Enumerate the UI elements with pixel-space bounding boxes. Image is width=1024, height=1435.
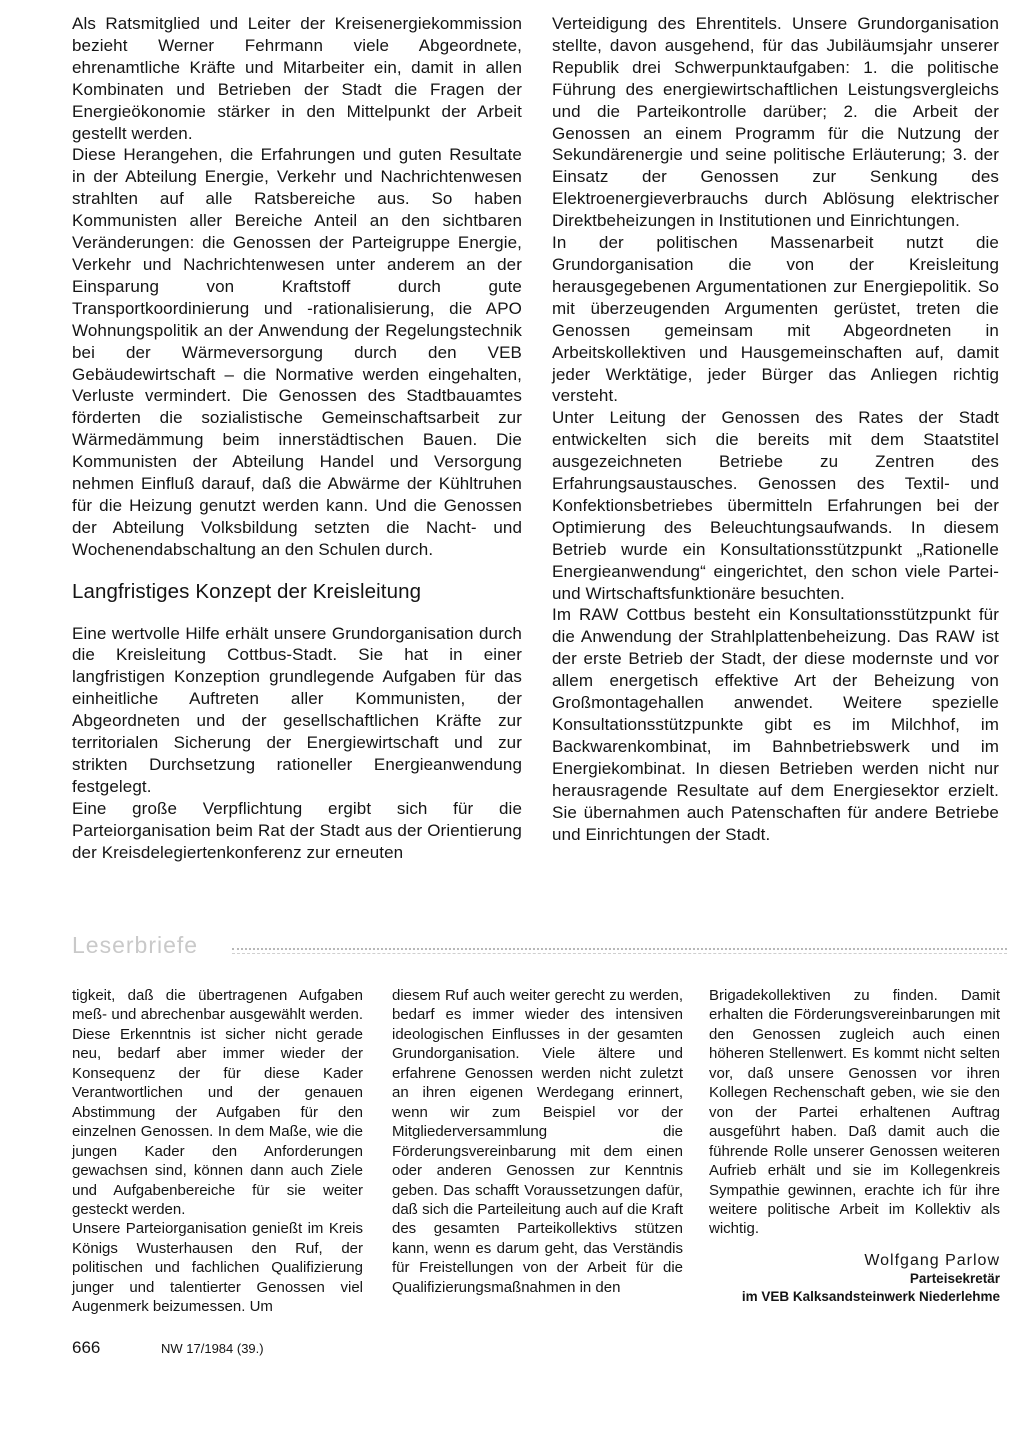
paragraph: diesem Ruf auch weiter gerecht zu werden, bedarf es immer wieder des intensiven ideologischen Einflusses in der gesamten Grundorganisation. Viele ältere und erfahrene Genossen werden nicht zuletzt an ihren eigenen Werdegang erinnert, wenn wir zum Beispiel vor der Mitgliederversammlung die Förderungsvereinbarung mit dem einen oder anderen Genossen zur Kenntnis geben. Das schafft Voraussetzungen dafür, daß sich die Parteileitung auch auf die Kraft des gesamten Parteikollektivs stützen kann, wenn es darum geht, das Verständis für Freistellungen von der Arbeit für die Qualifizierungsmaßnahmen in den — [392, 987, 683, 1296]
section-divider — [232, 948, 1007, 954]
signature-block — [709, 1251, 1000, 1306]
paragraph: Unsere Parteiorganisation genießt im Kreis Königs Wusterhausen den Ruf, der politischen und fachlichen Qualifizierung junger und talentierter Genossen viel Augenmerk beizumessen. Um — [72, 1220, 363, 1316]
paragraph: Verteidigung des Ehrentitels. Unsere Grundorganisation stellte, davon ausgehend, für das Jubiläumsjahr unserer Republik drei Schwerpunktaufgaben: 1. die politische Führung des energiewirtschaftlichen Leistungsvergleichs und die Parteikontrolle darüber; 2. die Arbeit der Genossen an einem Programm für die Nutzung der Sekundärenergie und seine politische Erläuterung; 3. der Einsatz der Genossen zur Senkung des Elektroenergieverbrauchs durch Ablösung elektrischer Direktbeheizungen in Institutionen und Einrichtungen. — [552, 14, 999, 231]
lower-column-3 — [709, 986, 1000, 1306]
author-role: Parteisekretär — [909, 1271, 1000, 1287]
author-affiliation: im VEB Kalksandsteinwerk Niederlehme — [741, 1289, 1000, 1305]
paragraph: Als Ratsmitglied und Leiter der Kreisenergiekommission bezieht Werner Fehrmann viele Abgeordnete, ehrenamtliche Kräfte und Mitarbeiter ein, damit in allen Kombinaten und Betrieben der Stadt die Fragen der Energieökonomie stärker in den Mittelpunkt der Arbeit gestellt werden. — [72, 14, 522, 143]
paragraph: tigkeit, daß die übertragenen Aufgaben meß- und abrechenbar ausgewählt werden. Diese Erkenntnis ist sicher nicht gerade neu, bedarf aber immer wieder der Konsequenz der für diese Kader Verantwortlichen und der genauen Abstimmung der Aufgaben für den einzelnen Genossen. In dem Maße, wie die jungen Kader den Anforderungen gewachsen sind, können dann auch Ziele und Aufgabenbereiche für sie weiter gesteckt werden. — [72, 987, 363, 1218]
paragraph: Eine wertvolle Hilfe erhält unsere Grundorganisation durch die Kreisleitung Cottbus-Stadt. Sie hat in einer langfristigen Konzeption grundlegende Aufgaben für das einheitliche Auftreten aller Kommunisten, der Abgeordneten und der gesellschaftlichen Kräfte zur territorialen Sicherung der Energiewirtschaft und zur strikten Durchsetzung rationeller Energieanwendung festgelegt. — [72, 623, 522, 796]
lower-column-1 — [72, 986, 363, 1317]
section-label-text: Leserbriefe — [72, 932, 199, 958]
upper-left-column — [72, 13, 522, 864]
paragraph: In der politischen Massenarbeit nutzt die Grundorganisation die von der Kreisleitung herausgegebenen Argumentationen zur Energiepolitik. So mit überzeugenden Argumenten gerüstet, treten die Genossen gemeinsam mit Abgeordneten in Arbeitskollektiven und Hausgemeinschaften auf, damit jeder Werktätige, jeder Bürger das Anliegen richtig versteht. — [552, 233, 999, 406]
paragraph: Diese Herangehen, die Erfahrungen und guten Resultate in der Abteilung Energie, Verkehr und Nachrichtenwesen strahlten auf alle Ratsbereiche aus. So haben Kommunisten aller Bereiche Anteil an den sichtbaren Veränderungen: die Genossen der Parteigruppe Energie, Verkehr und Nachrichtenwesen unter anderem an der Einsparung von Kraftstoff durch gute Transportkoordinierung und -rationalisierung, die APO Wohnungspolitik an der Anwendung der Regelungstechnik bei der Wärmeversorgung durch den VEB Gebäudewirtschaft – die Normative werden eingehalten, Verluste vermindert. Die Genossen des Stadtbauamtes förderten die sozialistische Gemeinschaftsarbeit zur Wärmedämmung beim innerstädtischen Bauen. Die Kommunisten der Abteilung Handel und Versorgung nehmen Einfluß darauf, daß die Abwärme der Kühltruhen für die Heizung genutzt werden kann. Und die Genossen der Abteilung Volksbildung setzten die Nacht- und Wochenendabschaltung an den Schulen durch. — [72, 145, 522, 559]
paragraph: Unter Leitung der Genossen des Rates der Stadt entwickelten sich die bereits mit dem Staatstitel ausgezeichneten Betriebe zu Zentren des Erfahrungsaustausches. Genossen des Textil- und Konfektionsbetriebes übermitteln Erfahrungen bei der Optimierung des Beleuchtungsaufwands. In diesem Betrieb wurde ein Konsultationsstützpunkt „Rationelle Energieanwendung“ eingerichtet, den schon viele Partei- und Wirtschaftsfunktionäre besuchten. — [552, 408, 999, 603]
section-heading: Langfristiges Konzept der Kreisleitung — [72, 579, 422, 603]
paragraph: Eine große Verpflichtung ergibt sich für die Parteiorganisation beim Rat der Stadt aus der Orientierung der Kreisdelegiertenkonferenz zur erneuten — [72, 798, 522, 862]
lower-column-2 — [392, 986, 683, 1297]
author-name: Wolfgang Parlow — [864, 1251, 1000, 1269]
paragraph: Im RAW Cottbus besteht ein Konsultationsstützpunkt für die Anwendung der Strahlplattenbeheizung. Das RAW ist der erste Betrieb der Stadt, der diese modernste und vor allem energetisch effektive Art der Beheizung von Großmontagehallen anwendet. Weitere spezielle Konsultationsstützpunkte gibt es im Milchhof, im Backwarenkombinat, im Bahnbetriebswerk und im Energiekombinat. In diesen Betrieben werden nicht nur herausragende Resultate auf dem Energiesektor erzielt. Sie übernahmen auch Patenschaften für andere Betriebe und Einrichtungen der Stadt. — [552, 605, 999, 844]
page-number: 666 — [72, 1338, 101, 1357]
paragraph: Brigadekollektiven zu finden. Damit erhalten die Förderungsvereinbarungen mit den Genossen zugleich auch einen höheren Stellenwert. Es kommt nicht selten vor, daß unsere Genossen vor ihren Kollegen Rechenschaft geben, wie sie den von der Partei erhaltenen Auftrag ausgeführt haben. Daß damit auch die führende Rolle unserer Genossen weiteren Aufrieb erhält und sie im Kollegenkreis Sympathie gewinnen, erachte ich für ihre weitere politische Arbeit im Kollektiv als wichtig. — [709, 987, 1000, 1238]
leserbriefe-section-label — [72, 932, 1007, 962]
issue-label: NW 17/1984 (39.) — [161, 1341, 264, 1356]
upper-right-column — [552, 13, 999, 845]
